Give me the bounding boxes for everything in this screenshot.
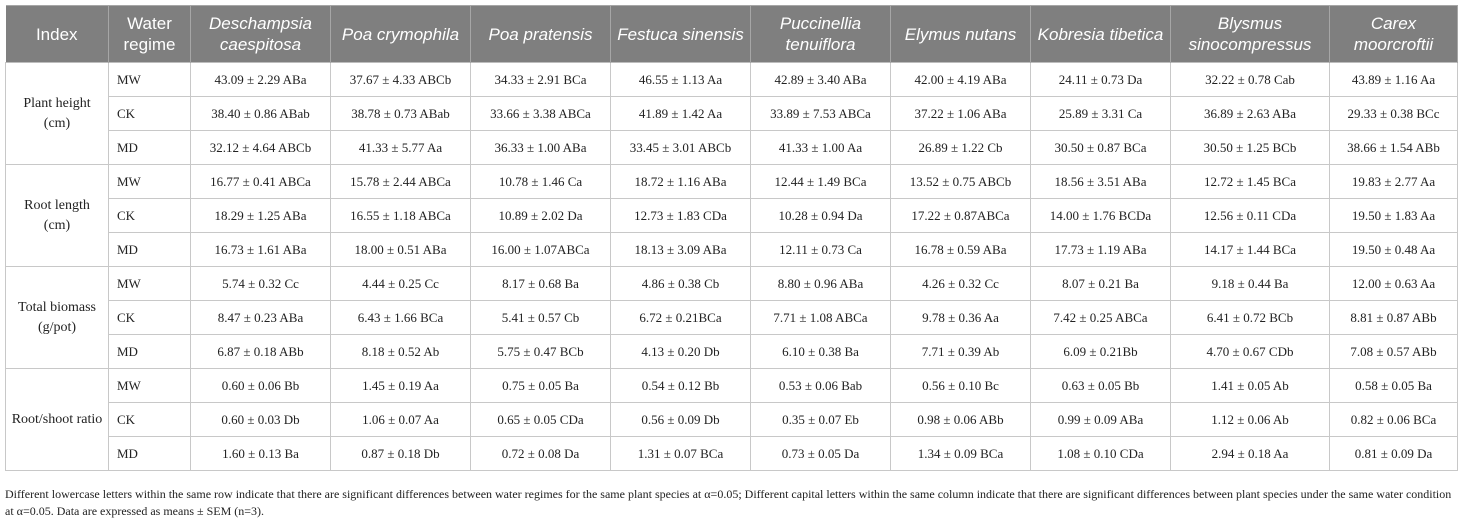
value-cell: 43.09 ± 2.29 ABa — [191, 63, 331, 97]
water-regime-cell: MD — [109, 437, 191, 471]
table-row — [6, 63, 1458, 97]
value-cell: 29.33 ± 0.38 BCc — [1330, 97, 1458, 131]
header-species: Puccinellia tenuiflora — [751, 6, 891, 63]
table-row — [6, 165, 1458, 199]
value-cell: 38.66 ± 1.54 ABb — [1330, 131, 1458, 165]
value-cell: 42.00 ± 4.19 ABa — [891, 63, 1031, 97]
value-cell: 19.50 ± 0.48 Aa — [1330, 233, 1458, 267]
value-cell: 17.22 ± 0.87ABCa — [891, 199, 1031, 233]
value-cell: 38.78 ± 0.73 ABab — [331, 97, 471, 131]
value-cell: 10.89 ± 2.02 Da — [471, 199, 611, 233]
value-cell: 4.86 ± 0.38 Cb — [611, 267, 751, 301]
value-cell: 0.81 ± 0.09 Da — [1330, 437, 1458, 471]
value-cell: 5.74 ± 0.32 Cc — [191, 267, 331, 301]
value-cell: 5.75 ± 0.47 BCb — [471, 335, 611, 369]
value-cell: 8.47 ± 0.23 ABa — [191, 301, 331, 335]
value-cell: 33.66 ± 3.38 ABCa — [471, 97, 611, 131]
value-cell: 8.17 ± 0.68 Ba — [471, 267, 611, 301]
header-species: Kobresia tibetica — [1031, 6, 1171, 63]
value-cell: 18.72 ± 1.16 ABa — [611, 165, 751, 199]
index-label: Plant height (cm) — [6, 63, 109, 165]
water-regime-cell: CK — [109, 301, 191, 335]
table-row — [6, 437, 1458, 471]
header-species: Poa pratensis — [471, 6, 611, 63]
value-cell: 1.45 ± 0.19 Aa — [331, 369, 471, 403]
table-row — [6, 301, 1458, 335]
value-cell: 1.34 ± 0.09 BCa — [891, 437, 1031, 471]
value-cell: 4.26 ± 0.32 Cc — [891, 267, 1031, 301]
value-cell: 19.50 ± 1.83 Aa — [1330, 199, 1458, 233]
table-row — [6, 403, 1458, 437]
water-regime-cell: MD — [109, 131, 191, 165]
value-cell: 18.00 ± 0.51 ABa — [331, 233, 471, 267]
water-regime-cell: CK — [109, 97, 191, 131]
value-cell: 7.71 ± 0.39 Ab — [891, 335, 1031, 369]
value-cell: 0.98 ± 0.06 ABb — [891, 403, 1031, 437]
water-regime-cell: CK — [109, 199, 191, 233]
value-cell: 43.89 ± 1.16 Aa — [1330, 63, 1458, 97]
value-cell: 12.11 ± 0.73 Ca — [751, 233, 891, 267]
water-regime-cell: MW — [109, 369, 191, 403]
value-cell: 12.72 ± 1.45 BCa — [1171, 165, 1330, 199]
value-cell: 0.60 ± 0.06 Bb — [191, 369, 331, 403]
value-cell: 33.89 ± 7.53 ABCa — [751, 97, 891, 131]
value-cell: 0.35 ± 0.07 Eb — [751, 403, 891, 437]
value-cell: 0.65 ± 0.05 CDa — [471, 403, 611, 437]
value-cell: 32.22 ± 0.78 Cab — [1171, 63, 1330, 97]
value-cell: 16.78 ± 0.59 ABa — [891, 233, 1031, 267]
value-cell: 41.33 ± 1.00 Aa — [751, 131, 891, 165]
value-cell: 15.78 ± 2.44 ABCa — [331, 165, 471, 199]
value-cell: 16.55 ± 1.18 ABCa — [331, 199, 471, 233]
index-label: Root/shoot ratio — [6, 369, 109, 471]
value-cell: 14.17 ± 1.44 BCa — [1171, 233, 1330, 267]
value-cell: 10.28 ± 0.94 Da — [751, 199, 891, 233]
value-cell: 1.60 ± 0.13 Ba — [191, 437, 331, 471]
value-cell: 6.87 ± 0.18 ABb — [191, 335, 331, 369]
value-cell: 0.60 ± 0.03 Db — [191, 403, 331, 437]
value-cell: 36.33 ± 1.00 ABa — [471, 131, 611, 165]
water-regime-cell: MW — [109, 165, 191, 199]
table-row — [6, 97, 1458, 131]
value-cell: 12.00 ± 0.63 Aa — [1330, 267, 1458, 301]
value-cell: 19.83 ± 2.77 Aa — [1330, 165, 1458, 199]
value-cell: 16.00 ± 1.07ABCa — [471, 233, 611, 267]
header-species: Elymus nutans — [891, 6, 1031, 63]
value-cell: 0.56 ± 0.10 Bc — [891, 369, 1031, 403]
value-cell: 8.07 ± 0.21 Ba — [1031, 267, 1171, 301]
value-cell: 0.63 ± 0.05 Bb — [1031, 369, 1171, 403]
value-cell: 0.53 ± 0.06 Bab — [751, 369, 891, 403]
table-body — [6, 63, 1458, 471]
value-cell: 4.70 ± 0.67 CDb — [1171, 335, 1330, 369]
water-regime-cell: MW — [109, 63, 191, 97]
table-row — [6, 131, 1458, 165]
value-cell: 6.10 ± 0.38 Ba — [751, 335, 891, 369]
value-cell: 24.11 ± 0.73 Da — [1031, 63, 1171, 97]
value-cell: 0.75 ± 0.05 Ba — [471, 369, 611, 403]
value-cell: 6.41 ± 0.72 BCb — [1171, 301, 1330, 335]
value-cell: 14.00 ± 1.76 BCDa — [1031, 199, 1171, 233]
header-index: Index — [6, 6, 109, 63]
water-regime-cell: MD — [109, 233, 191, 267]
value-cell: 0.73 ± 0.05 Da — [751, 437, 891, 471]
table-row — [6, 233, 1458, 267]
header-species: Festuca sinensis — [611, 6, 751, 63]
header-water-regime: Water regime — [109, 6, 191, 63]
value-cell: 13.52 ± 0.75 ABCb — [891, 165, 1031, 199]
value-cell: 0.56 ± 0.09 Db — [611, 403, 751, 437]
header-species: Poa crymophila — [331, 6, 471, 63]
value-cell: 1.12 ± 0.06 Ab — [1171, 403, 1330, 437]
value-cell: 4.13 ± 0.20 Db — [611, 335, 751, 369]
value-cell: 9.78 ± 0.36 Aa — [891, 301, 1031, 335]
table-footnote: Different lowercase letters within the same row indicate that there are significant differences between water regimes for the same plant species at α=0.05; Different capital letters within the same column indicate that there are significant differences between plant species under the same water condition at α=0.05. Data are expressed as means ± SEM (n=3). — [5, 487, 1452, 518]
value-cell: 5.41 ± 0.57 Cb — [471, 301, 611, 335]
value-cell: 33.45 ± 3.01 ABCb — [611, 131, 751, 165]
value-cell: 16.77 ± 0.41 ABCa — [191, 165, 331, 199]
value-cell: 38.40 ± 0.86 ABab — [191, 97, 331, 131]
value-cell: 7.08 ± 0.57 ABb — [1330, 335, 1458, 369]
value-cell: 1.41 ± 0.05 Ab — [1171, 369, 1330, 403]
value-cell: 0.99 ± 0.09 ABa — [1031, 403, 1171, 437]
value-cell: 6.43 ± 1.66 BCa — [331, 301, 471, 335]
header-species: Carex moorcroftii — [1330, 6, 1458, 63]
value-cell: 8.18 ± 0.52 Ab — [331, 335, 471, 369]
value-cell: 12.73 ± 1.83 CDa — [611, 199, 751, 233]
table-row — [6, 199, 1458, 233]
value-cell: 37.67 ± 4.33 ABCb — [331, 63, 471, 97]
value-cell: 6.09 ± 0.21Bb — [1031, 335, 1171, 369]
value-cell: 18.29 ± 1.25 ABa — [191, 199, 331, 233]
value-cell: 2.94 ± 0.18 Aa — [1171, 437, 1330, 471]
value-cell: 36.89 ± 2.63 ABa — [1171, 97, 1330, 131]
value-cell: 12.56 ± 0.11 CDa — [1171, 199, 1330, 233]
value-cell: 10.78 ± 1.46 Ca — [471, 165, 611, 199]
header-row — [6, 6, 1458, 63]
value-cell: 0.54 ± 0.12 Bb — [611, 369, 751, 403]
water-regime-cell: MW — [109, 267, 191, 301]
value-cell: 16.73 ± 1.61 ABa — [191, 233, 331, 267]
value-cell: 8.80 ± 0.96 ABa — [751, 267, 891, 301]
value-cell: 26.89 ± 1.22 Cb — [891, 131, 1031, 165]
value-cell: 1.08 ± 0.10 CDa — [1031, 437, 1171, 471]
value-cell: 8.81 ± 0.87 ABb — [1330, 301, 1458, 335]
value-cell: 4.44 ± 0.25 Cc — [331, 267, 471, 301]
value-cell: 9.18 ± 0.44 Ba — [1171, 267, 1330, 301]
header-species: Deschampsia caespitosa — [191, 6, 331, 63]
value-cell: 46.55 ± 1.13 Aa — [611, 63, 751, 97]
value-cell: 18.56 ± 3.51 ABa — [1031, 165, 1171, 199]
value-cell: 18.13 ± 3.09 ABa — [611, 233, 751, 267]
value-cell: 1.06 ± 0.07 Aa — [331, 403, 471, 437]
value-cell: 42.89 ± 3.40 ABa — [751, 63, 891, 97]
value-cell: 41.33 ± 5.77 Aa — [331, 131, 471, 165]
index-label: Root length (cm) — [6, 165, 109, 267]
table-row — [6, 369, 1458, 403]
value-cell: 0.72 ± 0.08 Da — [471, 437, 611, 471]
index-label: Total biomass (g/pot) — [6, 267, 109, 369]
value-cell: 0.82 ± 0.06 BCa — [1330, 403, 1458, 437]
value-cell: 0.87 ± 0.18 Db — [331, 437, 471, 471]
value-cell: 6.72 ± 0.21BCa — [611, 301, 751, 335]
value-cell: 1.31 ± 0.07 BCa — [611, 437, 751, 471]
value-cell: 30.50 ± 0.87 BCa — [1031, 131, 1171, 165]
value-cell: 37.22 ± 1.06 ABa — [891, 97, 1031, 131]
value-cell: 12.44 ± 1.49 BCa — [751, 165, 891, 199]
data-table — [5, 5, 1458, 471]
table-row — [6, 335, 1458, 369]
value-cell: 32.12 ± 4.64 ABCb — [191, 131, 331, 165]
value-cell: 7.71 ± 1.08 ABCa — [751, 301, 891, 335]
value-cell: 17.73 ± 1.19 ABa — [1031, 233, 1171, 267]
water-regime-cell: MD — [109, 335, 191, 369]
value-cell: 7.42 ± 0.25 ABCa — [1031, 301, 1171, 335]
value-cell: 34.33 ± 2.91 BCa — [471, 63, 611, 97]
table-row — [6, 267, 1458, 301]
water-regime-cell: CK — [109, 403, 191, 437]
value-cell: 30.50 ± 1.25 BCb — [1171, 131, 1330, 165]
header-species: Blysmus sinocompressus — [1171, 6, 1330, 63]
value-cell: 41.89 ± 1.42 Aa — [611, 97, 751, 131]
value-cell: 0.58 ± 0.05 Ba — [1330, 369, 1458, 403]
value-cell: 25.89 ± 3.31 Ca — [1031, 97, 1171, 131]
